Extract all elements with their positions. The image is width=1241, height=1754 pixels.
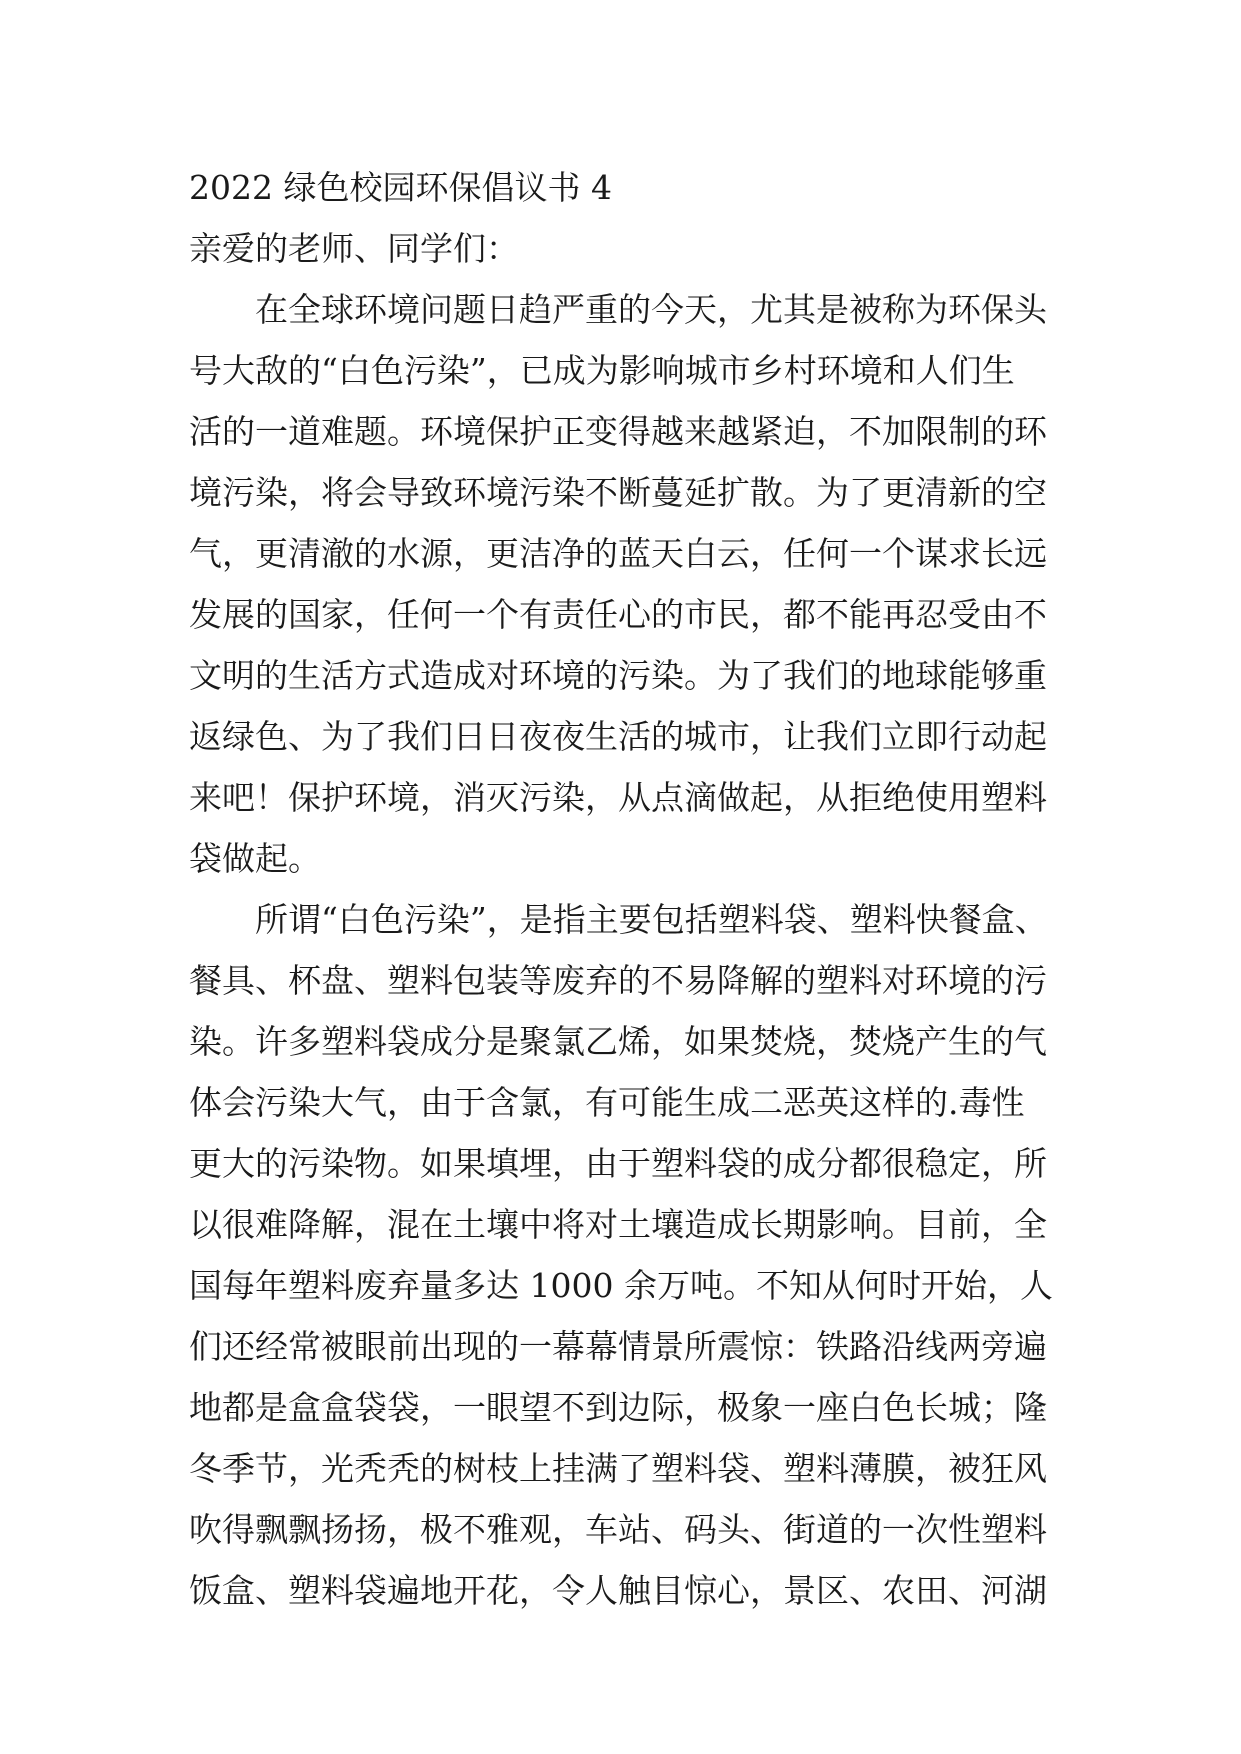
paragraph-2-line: 染。许多塑料袋成分是聚氯乙烯，如果焚烧，焚烧产生的气 bbox=[189, 1022, 1047, 1061]
paragraph-2-line: 更大的污染物。如果填埋，由于塑料袋的成分都很稳定，所 bbox=[189, 1144, 1047, 1183]
paragraph-2-line: 吹得飘飘扬扬，极不雅观，车站、码头、街道的一次性塑料 bbox=[189, 1510, 1047, 1549]
paragraph-2-line: 饭盒、塑料袋遍地开花，令人触目惊心，景区、农田、河湖 bbox=[189, 1571, 1047, 1610]
paragraph-1-line: 来吧！保护环境，消灭污染，从点滴做起，从拒绝使用塑料 bbox=[189, 778, 1047, 817]
paragraph-2-line: 所谓“白色污染”，是指主要包括塑料袋、塑料快餐盒、 bbox=[255, 900, 1048, 939]
paragraph-2-line: 们还经常被眼前出现的一幕幕情景所震惊：铁路沿线两旁遍 bbox=[189, 1327, 1047, 1366]
paragraph-2-line: 以很难降解，混在土壤中将对土壤造成长期影响。目前，全 bbox=[189, 1205, 1047, 1244]
paragraph-1-line: 文明的生活方式造成对环境的污染。为了我们的地球能够重 bbox=[189, 656, 1047, 695]
paragraph-2-line: 冬季节，光秃秃的树枝上挂满了塑料袋、塑料薄膜，被狂风 bbox=[189, 1449, 1047, 1488]
paragraph-1-line: 返绿色、为了我们日日夜夜生活的城市，让我们立即行动起 bbox=[189, 717, 1047, 756]
paragraph-2-line: 餐具、杯盘、塑料包装等废弃的不易降解的塑料对环境的污 bbox=[189, 961, 1047, 1000]
paragraph-1-line: 在全球环境问题日趋严重的今天，尤其是被称为环保头 bbox=[255, 290, 1047, 329]
paragraph-1-line: 发展的国家，任何一个有责任心的市民，都不能再忍受由不 bbox=[189, 595, 1047, 634]
paragraph-1-line: 号大敌的“白色污染”，已成为影响城市乡村环境和人们生 bbox=[189, 351, 1015, 390]
paragraph-1-line: 境污染，将会导致环境污染不断蔓延扩散。为了更清新的空 bbox=[189, 473, 1047, 512]
paragraph-2-line: 地都是盒盒袋袋，一眼望不到边际，极象一座白色长城；隆 bbox=[189, 1388, 1047, 1427]
paragraph-2-line: 体会污染大气，由于含氯，有可能生成二恶英这样的.毒性 bbox=[189, 1083, 1025, 1122]
greeting: 亲爱的老师、同学们： bbox=[189, 229, 519, 268]
paragraph-1-line: 活的一道难题。环境保护正变得越来越紧迫，不加限制的环 bbox=[189, 412, 1047, 451]
paragraph-1-line: 袋做起。 bbox=[189, 839, 321, 878]
paragraph-1-line: 气，更清澈的水源，更洁净的蓝天白云，任何一个谋求长远 bbox=[189, 534, 1047, 573]
paragraph-2-line: 国每年塑料废弃量多达 1000 余万吨。不知从何时开始，人 bbox=[189, 1266, 1053, 1305]
document-title: 2022 绿色校园环保倡议书 4 bbox=[189, 168, 612, 207]
